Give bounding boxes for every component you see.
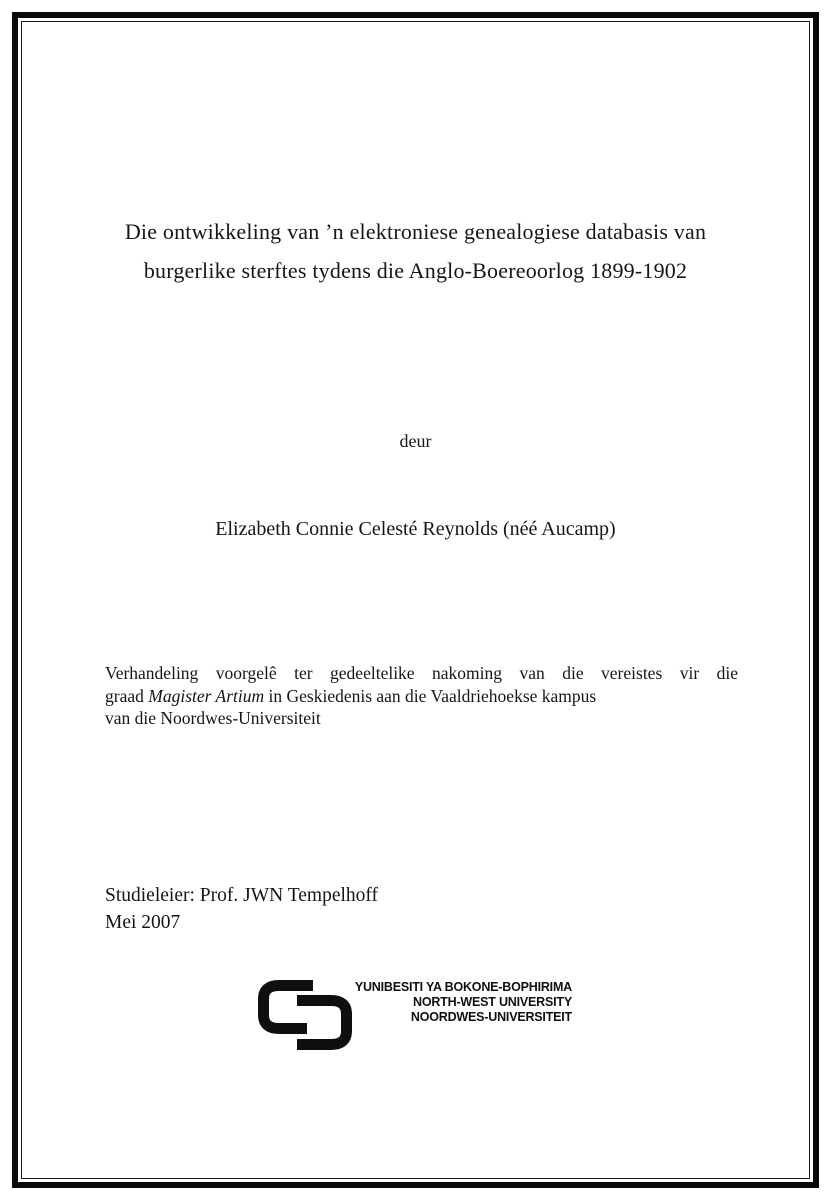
supervisor-block	[105, 882, 378, 936]
logo-text-english: NORTH-WEST UNIVERSITY	[413, 995, 572, 1010]
degree-statement	[105, 662, 738, 730]
degree-statement-line2-prefix: graad	[105, 685, 149, 706]
degree-statement-line2-suffix: in Geskiedenis aan die Vaaldriehoekse kampus	[264, 685, 597, 706]
date-line: Mei 2007	[105, 912, 181, 933]
author-name: Elizabeth Connie Celesté Reynolds (néé Aucamp)	[215, 518, 616, 540]
degree-statement-line3: van die Noordwes-Universiteit	[105, 708, 321, 728]
logo-text-afrikaans: NOORDWES-UNIVERSITEIT	[410, 1010, 572, 1025]
thesis-title-line1: Die ontwikkeling van ’n elektroniese genealogiese databasis van	[124, 219, 707, 244]
logo-text-setswana: YUNIBESITI YA BOKONE-BOPHIRIMA	[354, 980, 572, 994]
degree-statement-line2	[105, 685, 738, 708]
supervisor-line: Studieleier: Prof. JWN Tempelhoff	[105, 885, 379, 906]
degree-statement-line1: Verhandeling voorgelê ter gedeeltelike nakoming van die vereistes vir die	[105, 663, 738, 683]
university-logo	[258, 980, 578, 1055]
degree-name-italic: Magister Artium	[148, 685, 265, 706]
byline-deur: deur	[399, 431, 432, 451]
thesis-title-line2: burgerlike sterftes tydens die Anglo-Boereoorlog 1899-1902	[143, 258, 688, 283]
university-logo-text	[322, 980, 572, 1026]
thesis-title	[0, 212, 831, 290]
